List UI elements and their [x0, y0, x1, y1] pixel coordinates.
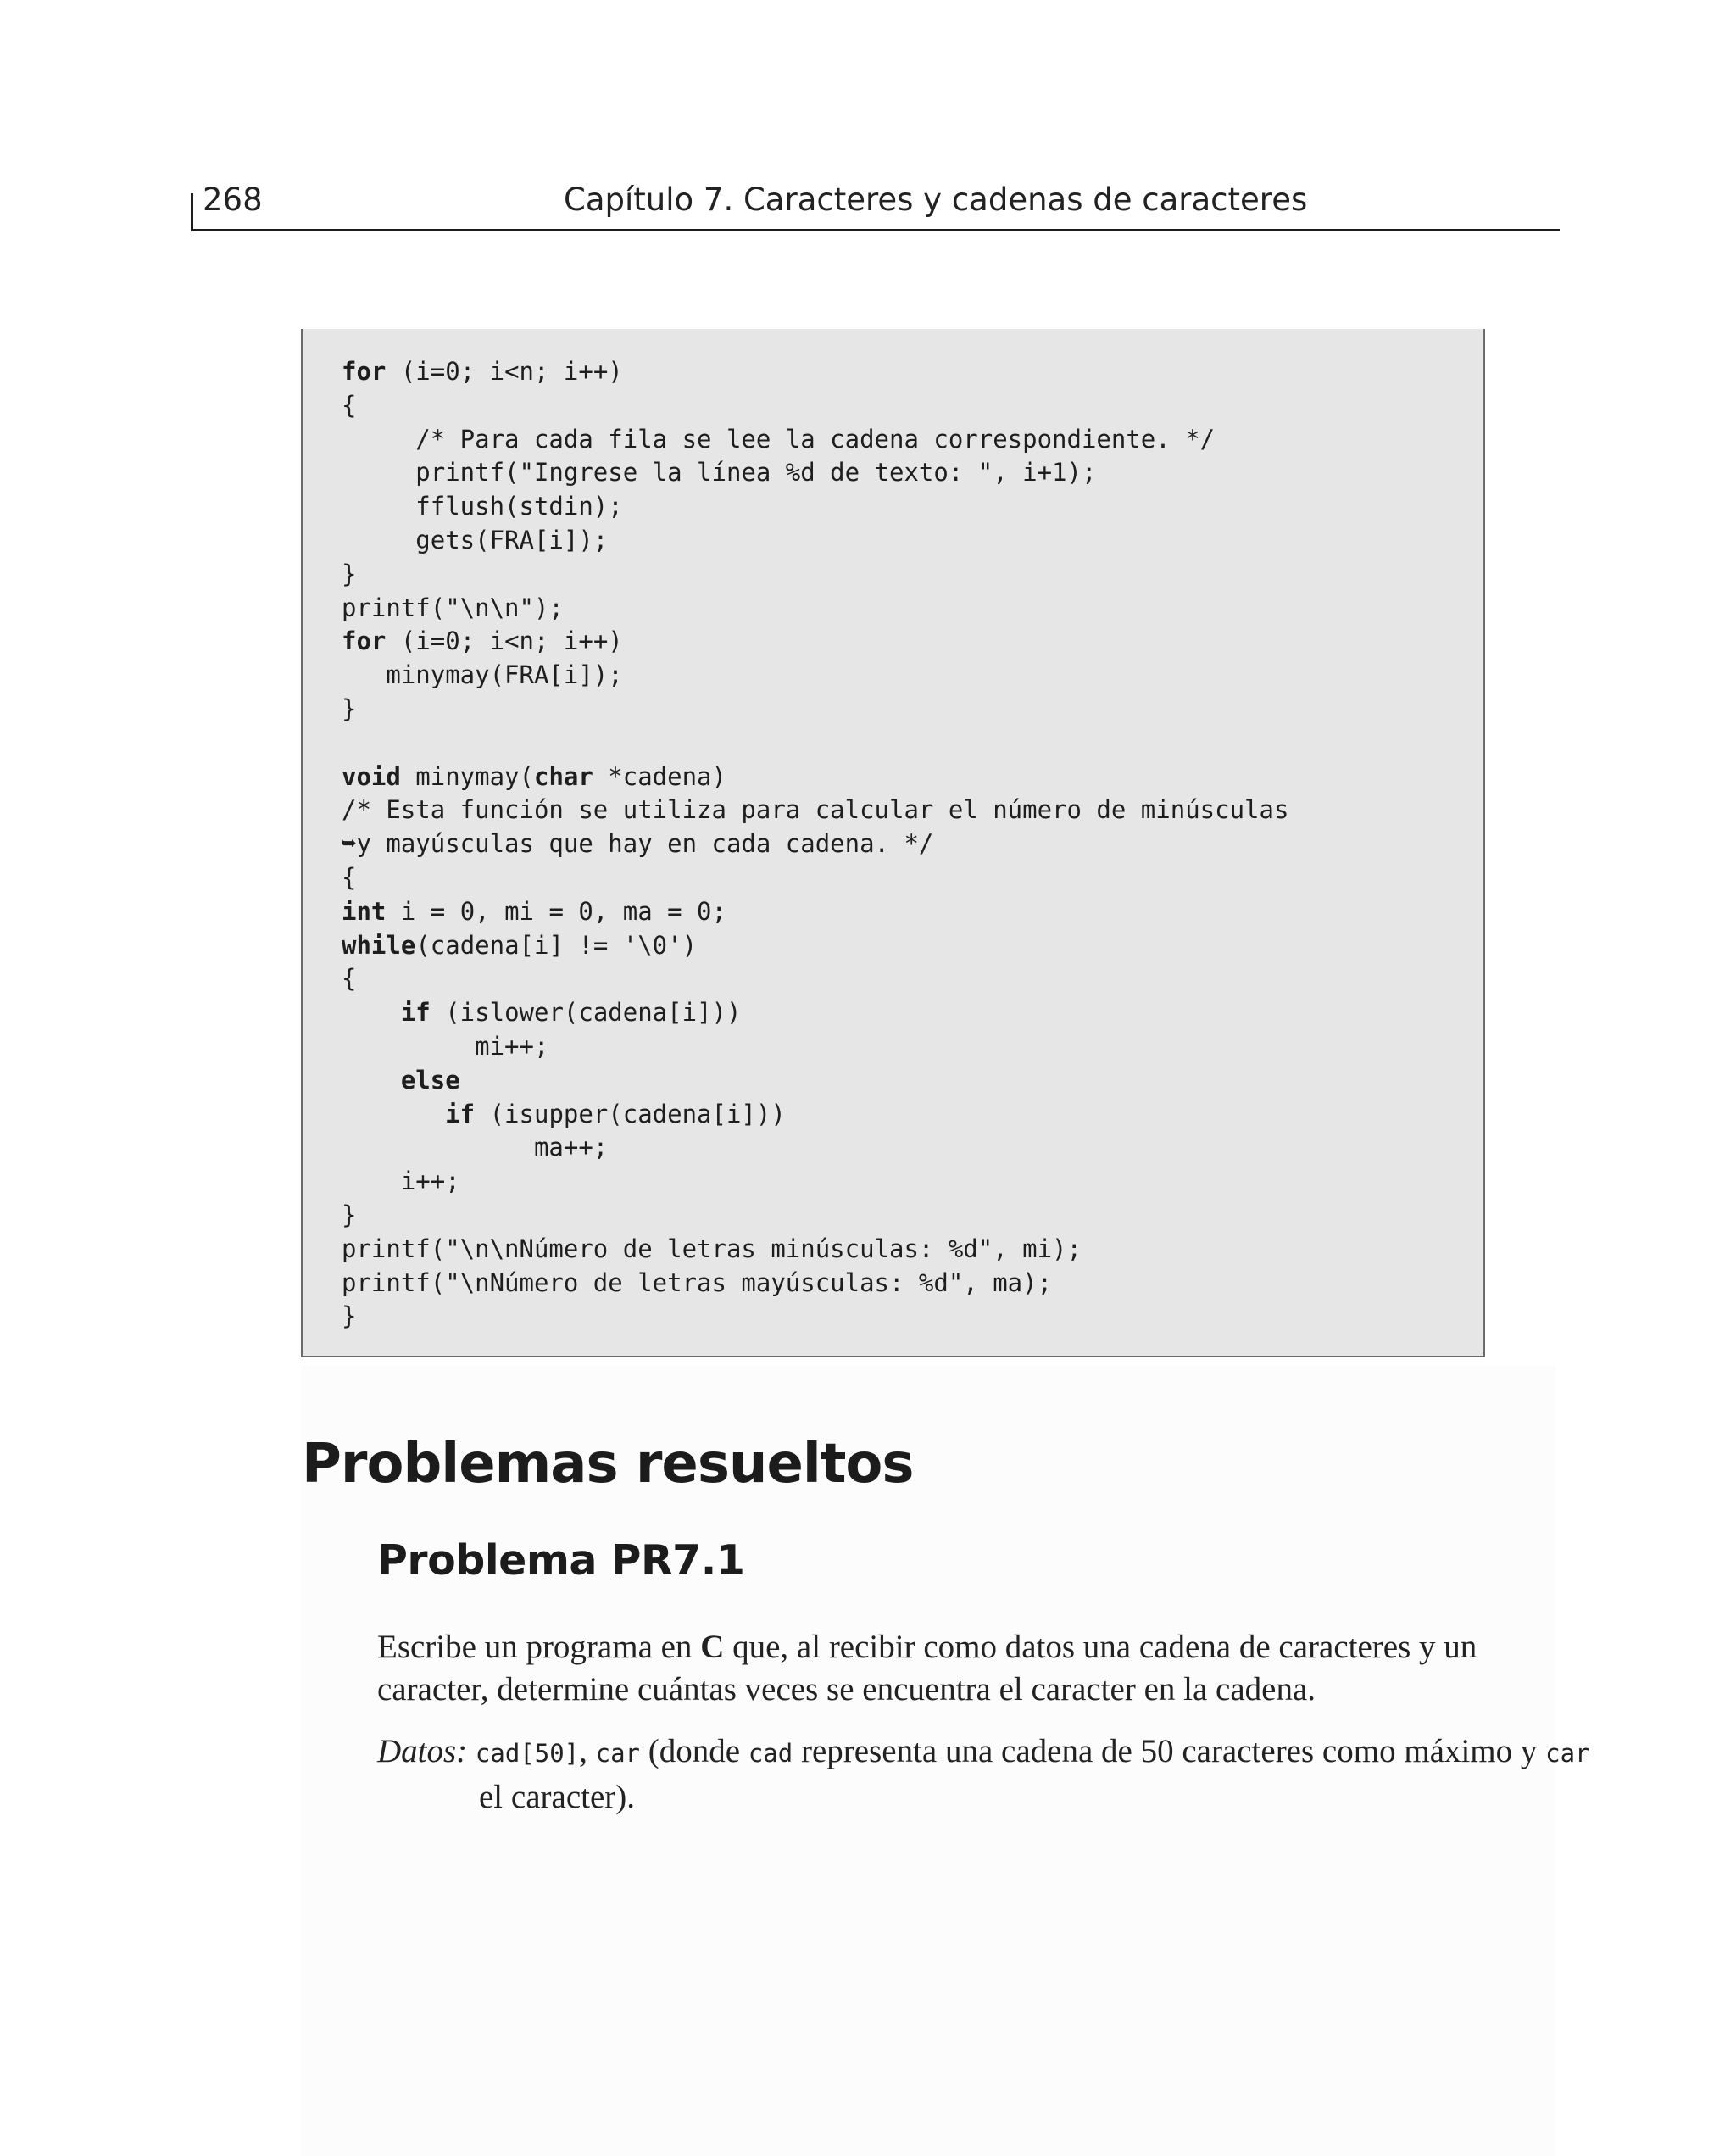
- code-text: /* Para cada fila se lee la cadena correspondiente. */: [342, 424, 1216, 454]
- code-line: [342, 1267, 1288, 1301]
- data-text: representa una cadena de 50 caracteres como máximo y: [793, 1733, 1546, 1769]
- code-line: [342, 389, 1288, 423]
- code-keyword: if: [445, 1099, 476, 1128]
- inline-code: car: [595, 1739, 641, 1768]
- code-line: [342, 1233, 1288, 1267]
- running-header: [191, 178, 1560, 231]
- code-line: [342, 760, 1288, 794]
- code-line: [342, 659, 1288, 693]
- code-line: [342, 490, 1288, 524]
- code-text: }: [342, 559, 357, 588]
- code-keyword: int: [342, 896, 387, 926]
- code-text: gets(FRA[i]);: [342, 525, 609, 554]
- code-text: printf("Ingrese la línea %d de texto: ", i+1);: [342, 458, 1097, 487]
- code-text: ma++;: [342, 1133, 609, 1162]
- data-text: ,: [579, 1733, 596, 1769]
- code-line: [342, 693, 1288, 727]
- code-line: [342, 895, 1288, 929]
- code-line: [342, 827, 1288, 861]
- problem-statement: [377, 1626, 1488, 1711]
- code-text: fflush(stdin);: [342, 492, 623, 521]
- code-text: *cadena): [593, 761, 726, 791]
- code-text: minymay(FRA[i]);: [342, 660, 623, 690]
- code-text: }: [342, 1301, 357, 1331]
- code-text: mi++;: [342, 1031, 549, 1061]
- code-text: (isupper(cadena[i])): [475, 1099, 786, 1128]
- code-text: printf("\nNúmero de letras mayúsculas: %d", ma);: [342, 1267, 1053, 1297]
- code-line: [342, 1199, 1288, 1233]
- code-text: {: [342, 964, 357, 994]
- code-text: i = 0, mi = 0, ma = 0;: [386, 896, 726, 926]
- code-text: {: [342, 390, 357, 420]
- code-line: [342, 1131, 1288, 1165]
- code-text: {: [342, 862, 357, 892]
- code-line: [342, 1030, 1288, 1064]
- code-line: [342, 861, 1288, 895]
- statement-text: Escribe un programa en: [377, 1629, 701, 1665]
- code-text: (cadena[i] != '\0'): [415, 930, 698, 960]
- code-keyword: if: [400, 998, 431, 1028]
- code-line: [342, 524, 1288, 558]
- chapter-title: Capítulo 7. Caracteres y cadenas de caracteres: [564, 181, 1308, 218]
- code-text: ➥y mayúsculas que hay en cada cadena. */: [342, 829, 934, 859]
- code-keyword: for: [342, 627, 387, 656]
- code-line: [342, 996, 1288, 1030]
- code-line: [342, 1300, 1288, 1334]
- code-text: [342, 998, 401, 1027]
- code-line: [342, 625, 1288, 659]
- code-keyword: char: [533, 761, 593, 791]
- code-text: printf("\n\n");: [342, 593, 564, 622]
- code-line: [342, 592, 1288, 626]
- data-text: el caracter).: [479, 1779, 635, 1815]
- code-text: }: [342, 694, 357, 723]
- code-keyword: for: [342, 357, 387, 386]
- code-line: [342, 456, 1288, 490]
- code-keyword: void: [342, 761, 401, 791]
- header-notch: [191, 193, 193, 229]
- code-text: i++;: [342, 1167, 460, 1196]
- code-listing: [342, 355, 1288, 1334]
- code-text: (i=0; i<n; i++): [386, 357, 623, 386]
- language-name: C: [700, 1629, 725, 1665]
- code-line: [342, 929, 1288, 963]
- code-line: [342, 1165, 1288, 1199]
- inline-code: cad[50]: [475, 1739, 580, 1768]
- code-text: minymay(: [400, 761, 534, 791]
- code-text: (i=0; i<n; i++): [386, 627, 623, 656]
- problem-title: Problema PR7.1: [377, 1536, 745, 1585]
- inline-code: car: [1545, 1739, 1590, 1768]
- code-text: }: [342, 1200, 357, 1229]
- code-text: [342, 1066, 401, 1095]
- code-keyword: else: [400, 1065, 460, 1095]
- code-text: /* Esta función se utiliza para calcular el número de minúsculas: [342, 795, 1289, 825]
- code-keyword: while: [342, 930, 416, 960]
- code-line: [342, 1064, 1288, 1098]
- code-listing-box: [301, 329, 1485, 1357]
- page-number: 268: [203, 181, 263, 218]
- code-line: [342, 355, 1288, 389]
- code-line: [342, 423, 1288, 457]
- data-text: (donde: [640, 1733, 748, 1769]
- data-label: Datos:: [377, 1733, 468, 1769]
- code-text: [342, 1100, 445, 1128]
- code-line: [342, 794, 1288, 827]
- code-line: [342, 962, 1288, 996]
- statement-text: que, al recibir como datos una cadena de caracteres y un caracter, determine cuántas veces se encuentra el caracter en la cadena.: [377, 1629, 1477, 1708]
- code-line: [342, 558, 1288, 592]
- code-line: [342, 1098, 1288, 1132]
- code-text: (islower(cadena[i])): [430, 998, 742, 1028]
- data-description: [377, 1730, 1594, 1819]
- inline-code: cad: [748, 1739, 793, 1768]
- section-title: Problemas resueltos: [302, 1433, 914, 1496]
- code-text: printf("\n\nNúmero de letras minúsculas: %d", mi);: [342, 1234, 1082, 1263]
- code-line: [342, 727, 1288, 760]
